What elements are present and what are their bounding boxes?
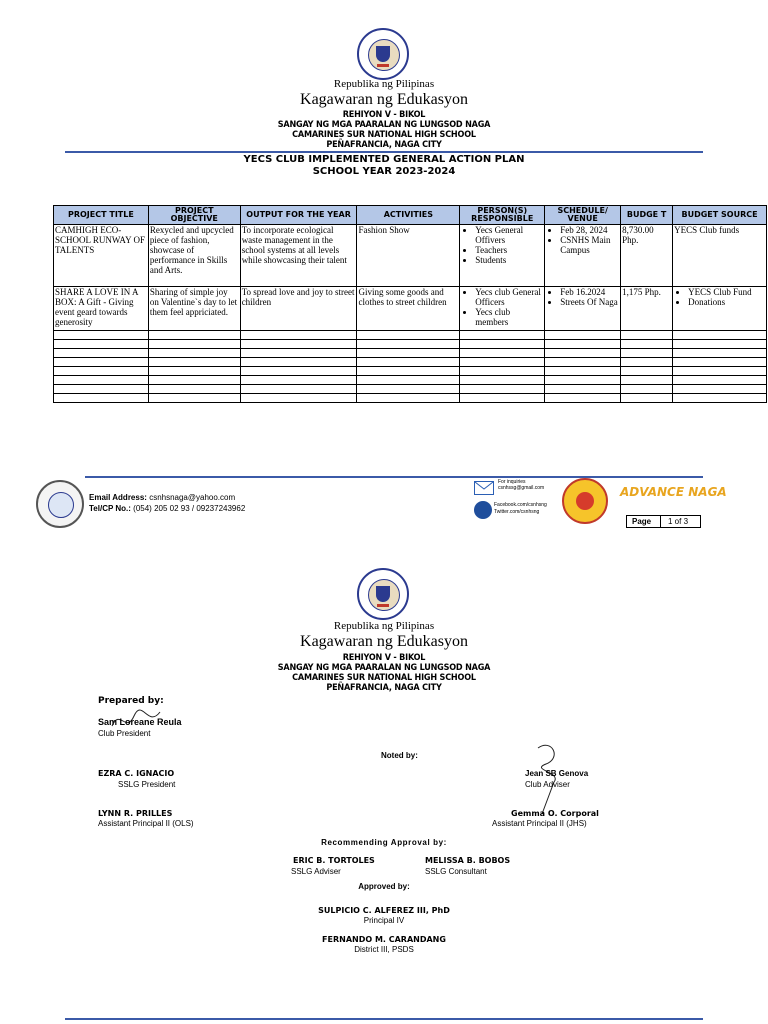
cell-activities: Fashion Show <box>357 225 460 287</box>
division-label: SANGAY NG MGA PAARALAN NG LUNGSOD NAGA <box>277 120 491 130</box>
carandang-role: District III, PSDS <box>354 945 414 954</box>
address-label: PEÑAFRANCIA, NAGA CITY <box>326 140 442 150</box>
school-seal-logo <box>36 480 84 528</box>
tortoles-role: SSLG Adviser <box>291 867 341 876</box>
list-item: • Yecs General Offivers <box>475 225 543 245</box>
school-label: CAMARINES SUR NATIONAL HIGH SCHOOL <box>292 673 476 683</box>
republic-label: Republika ng Pilipinas <box>333 78 435 90</box>
alferez-name: SULPICIO C. ALFEREZ III, PhD <box>318 906 450 915</box>
bobos-name: MELISSA B. BOBOS <box>425 856 511 865</box>
cell-schedule <box>545 287 621 331</box>
cell-title: CAMHIGH ECO-SCHOOL RUNWAY OF TALENTS <box>54 225 149 287</box>
ignacio-block <box>98 769 174 778</box>
table-row <box>54 225 767 287</box>
footer-rule <box>85 476 703 478</box>
noted-by-label: Noted by: <box>381 751 418 760</box>
header-rule <box>65 151 703 153</box>
cell-output: To spread love and joy to street children <box>240 287 357 331</box>
corporal-name: Gemma O. Corporal <box>511 809 599 818</box>
corporal-role: Assistant Principal II (JHS) <box>492 819 587 828</box>
table-row-empty <box>54 385 767 394</box>
division-label: SANGAY NG MGA PAARALAN NG LUNGSOD NAGA <box>277 663 491 673</box>
cell-persons <box>460 225 545 287</box>
signature-mark <box>532 738 572 818</box>
col-output: OUTPUT FOR THE YEAR <box>240 206 357 225</box>
cell-budget: 8,730.00 Php. <box>621 225 673 287</box>
approved-by-label: Approved by: <box>358 882 410 891</box>
page-divider <box>660 515 661 528</box>
ignacio-role: SSLG President <box>118 780 176 789</box>
alferez-block <box>0 906 768 915</box>
alferez-role: Principal IV <box>363 916 405 925</box>
phone-label: Tel/CP No.: <box>89 504 131 513</box>
cell-title: SHARE A LOVE IN A BOX: A Gift - Giving event geard towards generosity <box>54 287 149 331</box>
inquiry-label: For inquiries <box>498 479 526 485</box>
cell-activities: Giving some goods and clothes to street children <box>357 287 460 331</box>
cell-budget: 1,175 Php. <box>621 287 673 331</box>
page-label: Page <box>632 517 652 526</box>
list-item: • CSNHS Main Campus <box>560 235 619 255</box>
prilles-name: LYNN R. PRILLES <box>98 809 173 818</box>
genova-name: Jean SB Genova <box>525 769 589 778</box>
prilles-role: Assistant Principal II (OLS) <box>98 819 194 828</box>
col-schedule: SCHEDULE/ VENUE <box>545 206 621 225</box>
genova-role: Club Adviser <box>525 780 570 789</box>
table-row <box>54 287 767 331</box>
col-persons: PERSON(S) RESPONSIBLE <box>460 206 545 225</box>
table-row-empty <box>54 376 767 385</box>
cell-output: To incorporate ecological waste management in the school systems at all levels while showcasing their talent <box>240 225 357 287</box>
col-project-title: PROJECT TITLE <box>54 206 149 225</box>
social-links <box>494 502 547 516</box>
carandang-block <box>0 935 768 944</box>
tortoles-name: ERIC B. TORTOLES <box>293 856 375 865</box>
cell-objective: Rexycled and upcycled piece of fashion, showcase of performance in Skills and Arts. <box>148 225 240 287</box>
carandang-name: FERNANDO M. CARANDANG <box>322 935 446 944</box>
school-year: SCHOOL YEAR 2023-2024 <box>312 166 456 177</box>
table-row-empty <box>54 394 767 403</box>
table-row-empty <box>54 358 767 367</box>
anniversary-logo <box>562 478 608 524</box>
col-activities: ACTIVITIES <box>357 206 460 225</box>
inquiry-email: csnhssg@gmail.com <box>498 485 545 491</box>
col-budget-source: BUDGET SOURCE <box>673 206 767 225</box>
table-row-empty <box>54 340 767 349</box>
cell-source: YECS Club funds <box>673 225 767 287</box>
table-header-row <box>54 206 767 225</box>
email-value: csnhsnaga@yahoo.com <box>149 493 236 502</box>
globe-icon <box>474 501 492 519</box>
twitter-link[interactable]: Twitter.com/csnhsng <box>494 509 540 515</box>
email-line <box>89 493 235 502</box>
advance-naga-logo: ADVANCE NAGA <box>620 485 727 499</box>
list-item: • Yecs club General Officers <box>475 287 543 307</box>
action-plan-table <box>53 205 767 403</box>
inquiry-block <box>498 479 544 491</box>
table-row-empty <box>54 331 767 340</box>
region-label: REHIYON V - BIKOL <box>342 653 426 663</box>
table-row-empty <box>54 367 767 376</box>
list-item: • Streets Of Naga <box>560 297 619 307</box>
cell-source <box>673 287 767 331</box>
list-item: • Donations <box>688 297 765 307</box>
col-project-objective: PROJECT OBJECTIVE <box>148 206 240 225</box>
page-bottom-rule <box>65 1018 703 1020</box>
list-item: • Feb 16.2024 <box>560 287 619 297</box>
mail-icon <box>474 481 494 495</box>
list-item: • Students <box>475 255 543 265</box>
department-name: Kagawaran ng Edukasyon <box>300 633 468 650</box>
list-item: • Feb 28, 2024 <box>560 225 619 235</box>
list-item: • Yecs club members <box>475 307 543 327</box>
recommending-label: Recommending Approval by: <box>321 838 447 847</box>
page-indicator <box>626 515 701 528</box>
prilles-block <box>98 809 172 818</box>
email-label: Email Address: <box>89 493 147 502</box>
facebook-link[interactable]: Facebook.com/csnhsng <box>494 502 547 508</box>
deped-seal-logo <box>357 28 409 80</box>
plan-title: YECS CLUB IMPLEMENTED GENERAL ACTION PLAN <box>243 154 525 165</box>
phone-line <box>89 504 245 513</box>
col-budget: BUDGE T <box>621 206 673 225</box>
cell-schedule <box>545 225 621 287</box>
prepared-role: Club President <box>98 729 151 738</box>
bobos-block <box>425 856 510 865</box>
tortoles-block <box>293 856 375 865</box>
address-label: PEÑAFRANCIA, NAGA CITY <box>326 683 442 693</box>
list-item: • YECS Club Fund <box>688 287 765 297</box>
ignacio-name: EZRA C. IGNACIO <box>98 769 175 778</box>
corporal-block <box>511 809 599 818</box>
republic-label: Republika ng Pilipinas <box>333 620 435 632</box>
school-label: CAMARINES SUR NATIONAL HIGH SCHOOL <box>292 130 476 140</box>
table-row-empty <box>54 349 767 358</box>
page-value: 1 of 3 <box>668 517 689 526</box>
list-item: • Teachers <box>475 245 543 255</box>
department-name: Kagawaran ng Edukasyon <box>300 91 468 108</box>
deped-seal-logo <box>357 568 409 620</box>
cell-persons <box>460 287 545 331</box>
region-label: REHIYON V - BIKOL <box>342 110 426 120</box>
prepared-by-label: Prepared by: <box>98 696 164 706</box>
bobos-role: SSLG Consultant <box>425 867 487 876</box>
phone-value: (054) 205 02 93 / 09237243962 <box>133 504 246 513</box>
cell-objective: Sharing of simple joy on Valentine`s day to let them feel appriciated. <box>148 287 240 331</box>
prepared-name: Sam Loreane Reula <box>98 717 182 727</box>
